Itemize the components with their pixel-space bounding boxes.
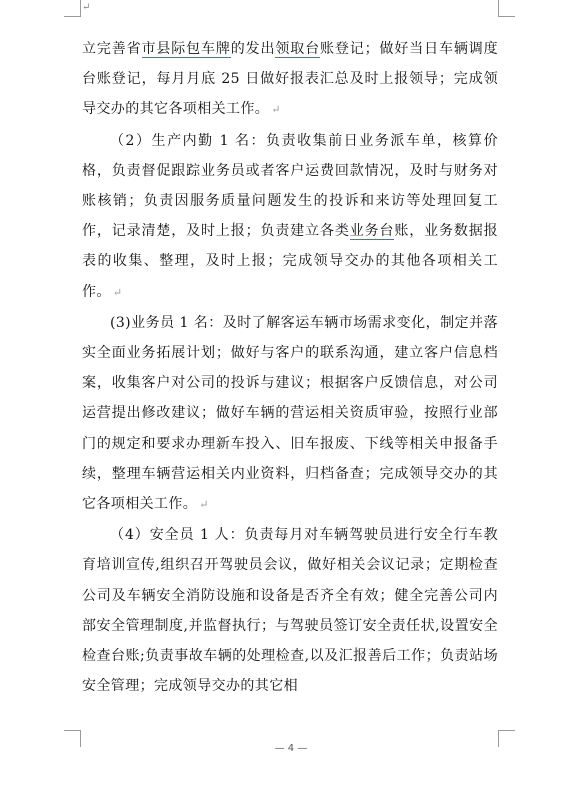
paragraph-mark: ↵ — [199, 498, 209, 512]
text-run: （4）安全员 1 人：负责每月对车辆驾驶员进行安全行车教育培训宣传,组织召开驾驶员会议，做好相关会议记录；定期检查公司及车辆安全消防设施和设备是否齐全有效；健全完善公司内部安全管理制度,并监督执行；与驾驶员签订安全责任状,设置安全检查台账;负责事故车辆的处理检查,以及汇报善后工作；负责站场安全管理；完成领导交办的其它相 — [82, 527, 498, 695]
document-body[interactable] — [82, 34, 498, 701]
paragraph-mark-top: ↵ — [82, 2, 91, 13]
paragraph-mark: ↵ — [271, 103, 281, 117]
paragraph-3 — [82, 308, 498, 520]
underlined-term: 市县际包车牌 — [141, 41, 231, 57]
text-run: （2）生产内勤 1 名：负责收集前日业务派车单，核算价格，负责督促跟踪业务员或者客户运费回款情况，及时与财务对账核销；负责因服务质量问题发生的投诉和来访等处理回复工作，记录清楚，及时上报；负责建立各类 — [82, 132, 498, 240]
text-run: 账登记；做好当日车辆调度台账登记，每月月底 25 日做好报表汇总及时上报领导；完成领导交办的其它各项相关工作。 — [82, 41, 499, 118]
paragraph-2 — [82, 126, 498, 308]
margin-corner-top-left — [64, 0, 81, 17]
text-run: 立完善省 — [82, 41, 142, 57]
underlined-term: 业务台 — [349, 223, 395, 240]
text-run: 的发出 — [230, 41, 276, 57]
underlined-term: 领取台 — [275, 41, 320, 57]
paragraph-mark: ↵ — [112, 285, 123, 299]
text-run: (3)业务员 1 名：及时了解客运车辆市场需求变化，制定并落实全面业务拓展计划；做好与客户的联系沟通，建立客户信息档案，收集客户对公司的投诉与建议；根据客户反馈信息，对公司运营提出修改建议；做好车辆的营运相关资质审验，按照行业部门的规定和要求办理新车投入、旧车报废、下线等相关申报备手续，整理车辆营运相关内业资料，归档备查；完成领导交办的其它各项相关工作。 — [82, 314, 498, 513]
text-run: 账，业务数据报表的收集、整理，及时上报；完成领导交办的其他各项相关工作。 — [82, 223, 498, 300]
paragraph-4 — [82, 520, 498, 701]
paragraph-1 — [82, 34, 498, 126]
margin-corner-top-right — [498, 0, 515, 17]
page-number: — 4 — — [274, 743, 308, 754]
